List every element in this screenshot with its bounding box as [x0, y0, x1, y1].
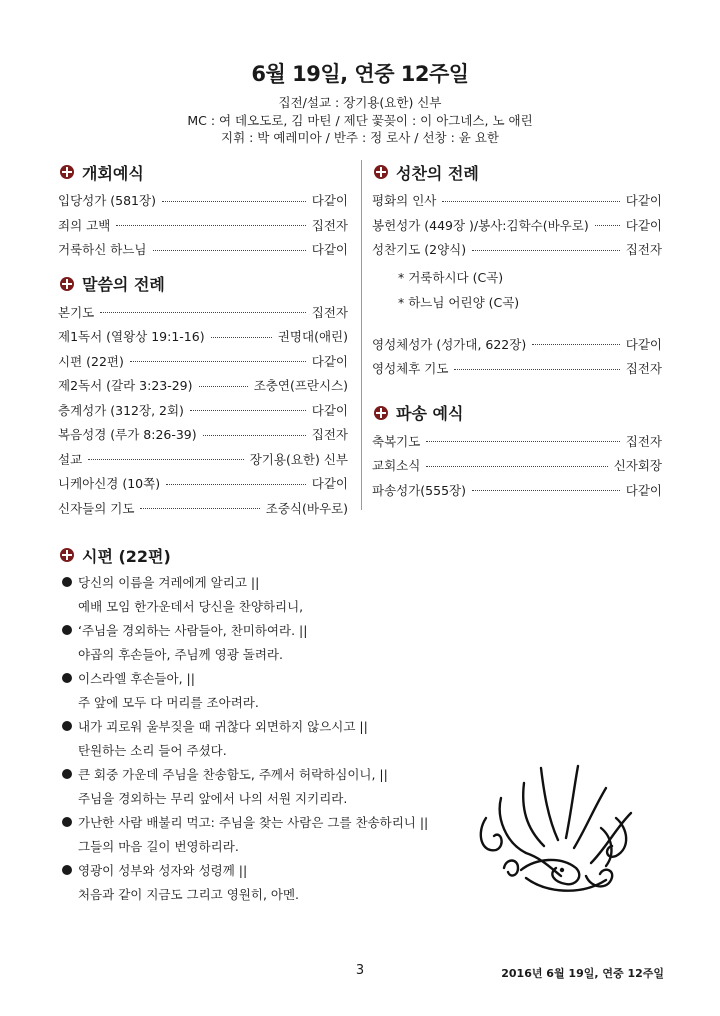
bullet-icon	[62, 865, 72, 875]
dot-leader	[426, 466, 607, 467]
credit-line-mc: MC : 여 데오도로, 김 마틴 / 제단 꽃꽂이 : 이 아그네스, 노 애린	[187, 112, 533, 128]
cross-circle-icon	[374, 406, 388, 420]
order-performer: 다같이	[311, 402, 348, 418]
section-heading-label: 성찬의 전례	[396, 163, 479, 183]
section-heading-opening	[58, 160, 348, 184]
order-row	[58, 349, 348, 374]
psalm-verse	[62, 810, 462, 858]
order-item: 봉헌성가 (449장 )/봉사:김학수(바우로)	[372, 217, 589, 233]
section-heading-dismissal	[372, 401, 662, 425]
order-performer: 다같이	[311, 353, 348, 369]
order-performer: 집전자	[311, 427, 348, 443]
order-item: 영성체후 기도	[372, 361, 449, 377]
order-row	[58, 324, 348, 349]
order-performer: 다같이	[625, 217, 662, 233]
order-row	[58, 398, 348, 423]
order-performer: 집전자	[625, 361, 662, 377]
verse-line-1: 큰 회중 가운데 주님을 찬송함도, 주께서 허락하심이니, ||	[78, 767, 388, 782]
order-row	[372, 453, 662, 478]
order-performer: 다같이	[625, 193, 662, 209]
order-row	[58, 422, 348, 447]
dot-leader	[140, 508, 259, 509]
cross-circle-icon	[60, 548, 74, 562]
psalm-verse	[62, 570, 462, 618]
order-item: 거룩하신 하느님	[58, 242, 147, 258]
holy-spirit-dove-icon	[466, 758, 646, 908]
right-column	[372, 160, 662, 502]
order-row	[58, 373, 348, 398]
credits	[0, 94, 720, 147]
dot-leader	[88, 459, 244, 460]
dot-leader	[166, 484, 306, 485]
dot-leader	[454, 369, 619, 370]
verse-line-1: 내가 괴로워 울부짖을 때 귀찮다 외면하지 않으시고 ||	[78, 719, 368, 734]
dot-leader	[100, 312, 306, 313]
order-performer: 권명대(애린)	[277, 329, 348, 345]
order-item: 복음성경 (루가 8:26-39)	[58, 427, 197, 443]
page-number: 3	[355, 963, 365, 978]
section-heading-eucharist	[372, 160, 662, 184]
dot-leader	[130, 361, 306, 362]
order-row	[58, 188, 348, 213]
verse-line-1: 이스라엘 후손들아, ||	[78, 671, 195, 686]
order-item: 입당성가 (581장)	[58, 193, 156, 209]
page-title: 6월 19일, 연중 12주일	[251, 62, 469, 86]
dot-leader	[442, 201, 619, 202]
order-performer: 신자회장	[613, 458, 662, 474]
order-row	[372, 332, 662, 357]
dot-leader	[116, 225, 305, 226]
left-column	[58, 160, 348, 520]
bullet-icon	[62, 625, 72, 635]
order-performer: 집전자	[625, 242, 662, 258]
order-item: 제1독서 (열왕상 19:1-16)	[58, 329, 205, 345]
order-row	[58, 213, 348, 238]
order-row	[58, 496, 348, 521]
order-row	[58, 447, 348, 472]
credit-line-celebrant: 집전/설교 : 장기용(요한) 신부	[278, 95, 442, 110]
verse-line-1: ‘주님을 경외하는 사람들아, 찬미하여라. ||	[78, 623, 308, 638]
section-heading-label: 말씀의 전례	[82, 275, 165, 294]
order-item: 영성체성가 (성가대, 622장)	[372, 336, 527, 352]
bullet-icon	[62, 577, 72, 587]
cross-circle-icon	[374, 165, 388, 179]
order-performer: 다같이	[311, 193, 348, 209]
order-row	[372, 429, 662, 454]
order-row	[58, 471, 348, 496]
dot-leader	[162, 201, 306, 202]
psalm-verse	[62, 618, 462, 666]
dot-leader	[426, 441, 619, 442]
section-heading-psalm	[58, 543, 171, 567]
order-item: 교회소식	[372, 458, 421, 474]
dot-leader	[472, 250, 620, 251]
bullet-icon	[62, 769, 72, 779]
sub-item: * 거룩하시다 (C곡)	[398, 270, 504, 285]
psalm-verses	[62, 570, 462, 906]
order-performer: 다같이	[625, 336, 662, 352]
dot-leader	[153, 250, 306, 251]
order-item: 죄의 고백	[58, 217, 111, 233]
order-performer: 장기용(요한) 신부	[249, 451, 348, 467]
section-heading-word	[58, 272, 348, 296]
verse-line-1: 가난한 사람 배불리 먹고: 주님을 찾는 사람은 그를 찬송하리니 ||	[78, 815, 429, 830]
order-item: 설교	[58, 451, 83, 467]
verse-line-2: 주님을 경외하는 무리 앞에서 나의 서원 지키리라.	[78, 791, 348, 806]
section-heading-label: 개회예식	[82, 163, 144, 183]
section-heading-label: 파송 예식	[396, 404, 464, 423]
sub-item: * 하느님 어린양 (C곡)	[398, 295, 520, 310]
dot-leader	[190, 410, 306, 411]
verse-line-2: 주 앞에 모두 다 머리를 조아려라.	[78, 695, 259, 710]
verse-line-2: 처음과 같이 지금도 그리고 영원히, 아멘.	[78, 887, 300, 902]
order-performer: 조중식(바우로)	[265, 500, 348, 516]
order-item: 성찬기도 (2양식)	[372, 242, 467, 258]
order-row	[372, 478, 662, 503]
order-item: 파송성가(555장)	[372, 482, 466, 498]
psalm-verse	[62, 858, 462, 906]
dot-leader	[203, 435, 306, 436]
order-performer: 집전자	[625, 433, 662, 449]
order-item: 신자들의 기도	[58, 500, 135, 516]
order-item: 니케아신경 (10쪽)	[58, 476, 161, 492]
bullet-icon	[62, 673, 72, 683]
order-item: 평화의 인사	[372, 193, 437, 209]
dot-leader	[199, 386, 248, 387]
footer-date: 2016년 6월 19일, 연중 12주일	[501, 967, 664, 980]
bullet-icon	[62, 721, 72, 731]
order-row	[58, 237, 348, 262]
order-row	[372, 213, 662, 238]
dot-leader	[595, 225, 620, 226]
order-item: 제2독서 (갈라 3:23-29)	[58, 378, 193, 394]
order-performer: 집전자	[311, 217, 348, 233]
dot-leader	[532, 344, 620, 345]
order-performer: 집전자	[311, 304, 348, 320]
order-row	[372, 356, 662, 381]
verse-line-2: 탄원하는 소리 들어 주셨다.	[78, 743, 227, 758]
cross-circle-icon	[60, 165, 74, 179]
cross-circle-icon	[60, 277, 74, 291]
order-row	[372, 188, 662, 213]
bullet-icon	[62, 817, 72, 827]
dot-leader	[211, 337, 272, 338]
order-row	[58, 300, 348, 325]
psalm-verse	[62, 714, 462, 762]
order-performer: 다같이	[311, 476, 348, 492]
order-item: 본기도	[58, 304, 95, 320]
order-item: 층계성가 (312장, 2회)	[58, 402, 184, 418]
verse-line-2: 그들의 마음 길이 번영하리라.	[78, 839, 239, 854]
order-performer: 다같이	[625, 482, 662, 498]
dot-leader	[472, 490, 620, 491]
order-performer: 다같이	[311, 242, 348, 258]
section-heading-label: 시편 (22편)	[82, 546, 171, 566]
verse-line-2: 야곱의 후손들아, 주님께 영광 돌려라.	[78, 647, 283, 662]
psalm-verse	[62, 666, 462, 714]
order-item: 시편 (22편)	[58, 353, 124, 369]
credit-line-music: 지휘 : 박 예레미아 / 반주 : 정 로사 / 선창 : 윤 요한	[221, 130, 499, 145]
verse-line-1: 당신의 이름을 겨레에게 알리고 ||	[78, 575, 260, 590]
verse-line-1: 영광이 성부와 성자와 성령께 ||	[78, 863, 248, 878]
order-row	[372, 237, 662, 262]
verse-line-2: 예배 모임 한가운데서 당신을 찬양하리니,	[78, 599, 304, 614]
psalm-verse	[62, 762, 462, 810]
column-divider	[361, 160, 362, 510]
order-item: 축복기도	[372, 433, 421, 449]
order-performer: 조충연(프란시스)	[253, 378, 348, 394]
